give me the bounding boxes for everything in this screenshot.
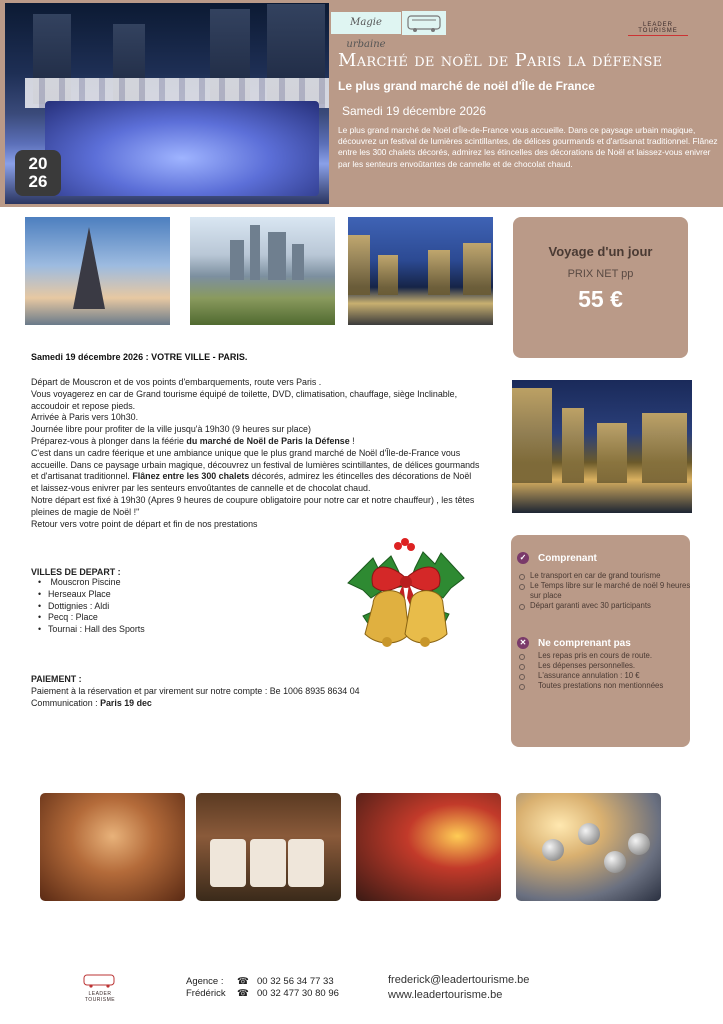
bauble (578, 823, 600, 845)
building (268, 232, 286, 280)
photo-christmas-baubles (516, 793, 661, 901)
excludes-title: Ne comprenant pas (538, 637, 631, 649)
header-description: Le plus grand marché de Noël d'Île-de-France vous accueille. Dans ce paysage urbain magique, découvrez un festival de lumières scintillantes, de délices gourmands et d'artisanat traditionnel. Flânez entre les 300 chalets décorés, admirez les étincelles des décorations de Noël et laissez-vous enivrer par les senteurs envoûtantes de cannelle et de chocolat chaud. (338, 125, 718, 169)
list-item: • Tournai : Hall des Sports (38, 624, 145, 636)
building (642, 413, 687, 483)
photo-la-defense-aerial (190, 217, 335, 325)
person-label: Frédérick (186, 987, 226, 999)
bus-icon (402, 11, 446, 35)
programme-line: Retour vers votre point de départ et fin de nos prestations (31, 518, 258, 529)
list-item: • Dottignies : Aldi (38, 601, 145, 613)
year-badge (15, 150, 61, 196)
photo-family-at-market (40, 793, 185, 901)
building (512, 388, 552, 483)
departure-cities-title: VILLES DE DEPART : (31, 567, 121, 577)
text-span-bold: Flânez entre les 300 chalets (132, 471, 250, 482)
programme-line (31, 448, 481, 495)
check-icon: ✓ (517, 552, 529, 564)
web-contact (388, 973, 529, 1003)
page-subtitle: Le plus grand marché de noël d'Île de France (338, 79, 595, 93)
phone-icon: ☎ (237, 987, 249, 999)
price-value: 55 € (578, 286, 623, 312)
mug (250, 839, 286, 887)
mug (288, 839, 324, 887)
list-item: • Mouscron Piscine (38, 577, 145, 589)
contact-labels (186, 976, 226, 999)
person-phone[interactable]: 00 32 477 30 80 96 (257, 987, 339, 999)
building (292, 244, 304, 280)
programme-title: Samedi 19 décembre 2026 : VOTRE VILLE - PARIS. (31, 352, 248, 362)
text-span: C'est dans un cadre féerique et une ambiance unique que le plus grand marché de Noël d'Île-de-France vous accueille. Dans ce paysage urbain magique, découvrez un festival de lumières scintillantes, de délices gourmands et d'artisanat traditionnel. (31, 447, 480, 482)
bauble (604, 851, 626, 873)
building (230, 240, 244, 280)
ice-rink (45, 101, 319, 196)
brand-logo-text: LEADER TOURISME (628, 22, 688, 36)
includes-title: Comprenant (538, 552, 597, 564)
includes-list (519, 571, 691, 611)
programme-line: Vous voyagerez en car de Grand tourisme équipé de toilette, DVD, climatisation, chauffage, siège Inclinable, accoudoir et repose pieds. (31, 388, 458, 411)
text-span: Préparez-vous à plonger dans la féérie (31, 435, 187, 446)
excludes-list (519, 651, 691, 691)
price-card (513, 217, 688, 358)
building (250, 225, 260, 280)
footer-brand-logo (74, 973, 126, 1003)
agency-label: Agence : (186, 976, 224, 987)
includes-heading (517, 552, 597, 564)
list-item: L'assurance annulation : 10 € (519, 671, 691, 681)
programme-line: Arrivée à Paris vers 10h30. (31, 412, 139, 423)
list-item: Toutes prestations non mentionnées (519, 681, 691, 691)
phone-numbers (237, 976, 339, 999)
list-item: Le Temps libre sur le marché de noël 9 heures sur place (519, 581, 691, 601)
year-badge-line: 20 (28, 154, 48, 173)
departure-cities-list (38, 577, 145, 636)
building (562, 408, 584, 483)
phone-icon: ☎ (237, 976, 249, 987)
photo-christmas-mugs (196, 793, 341, 901)
bauble (542, 839, 564, 861)
building (597, 423, 627, 483)
page-title: Marché de noël de Paris la défense (338, 50, 663, 71)
text-span: ! (349, 435, 355, 446)
text-span: décorés, admirez les étincelles des décorations de Noël et laissez-vous enivrer par les senteurs envoûtantes de cannelle et de chocolat chaud. (31, 471, 472, 494)
trip-type: Voyage d'un jour (548, 244, 653, 259)
agency-phone-row (237, 976, 339, 988)
event-date: Samedi 19 décembre 2026 (342, 104, 487, 118)
payment-line: Paiement à la réservation et par virement sur notre compte : Be 1006 8935 8634 04 (31, 686, 360, 696)
building (378, 255, 398, 295)
agency-phone[interactable]: 00 32 56 34 77 33 (257, 976, 334, 987)
brand-logo (628, 22, 688, 36)
bauble (628, 833, 650, 855)
list-item: Les dépenses personnelles. (519, 661, 691, 671)
payment-communication (31, 698, 360, 710)
payment-info (31, 686, 360, 710)
eiffel-tower-shape (73, 227, 105, 309)
cross-icon: ✕ (517, 637, 529, 649)
photo-woman-at-market-stall (356, 793, 501, 901)
footer-logo-text: LEADER TOURISME (84, 991, 116, 1003)
theme-tag: Magie urbaine (331, 12, 401, 34)
year-badge-line: 26 (28, 172, 48, 191)
building (348, 235, 370, 295)
photo-eiffel-tower (25, 217, 170, 325)
text-span-bold: Paris 19 dec (100, 697, 152, 708)
christmas-bells-icon (343, 538, 469, 660)
programme-line: Journée libre pour profiter de la ville jusqu'à 19h30 (9 heures sur place) (31, 424, 311, 435)
building (463, 243, 491, 295)
text-span: Communication : (31, 697, 101, 708)
programme-line: Notre départ est fixé à 19h30 (Apres 9 heures de coupure obligatoire pour notre car et notre chauffeur) , les têtes pleines de magie de Noël !" (31, 494, 475, 517)
excludes-heading (517, 637, 631, 649)
list-item: Départ garanti avec 30 participants (519, 601, 691, 611)
list-item: Les repas pris en cours de route. (519, 651, 691, 661)
list-item: • Herseaux Place (38, 589, 145, 601)
website-link[interactable]: www.leadertourisme.be (388, 989, 503, 1001)
payment-title: PAIEMENT : (31, 674, 82, 684)
inclusions-card (511, 535, 690, 747)
list-item: • Pecq : Place (38, 612, 145, 624)
programme-line: Départ de Mouscron et de vos points d'embarquements, route vers Paris . (31, 377, 322, 387)
header-banner (0, 0, 723, 207)
list-item: Le transport en car de grand tourisme (519, 571, 691, 581)
email-link[interactable]: frederick@leadertourisme.be (388, 974, 530, 986)
mug (210, 839, 246, 887)
programme-line (31, 436, 481, 448)
photo-la-defense-dusk (348, 217, 493, 325)
programme-text (31, 377, 481, 530)
building (428, 250, 450, 295)
person-phone-row (237, 988, 339, 1000)
price-label: PRIX NET pp (567, 268, 634, 280)
bus-icon (80, 973, 120, 989)
photo-la-defense-night (512, 380, 692, 513)
text-span-bold: du marché de Noël de Paris la Défense (186, 435, 350, 446)
